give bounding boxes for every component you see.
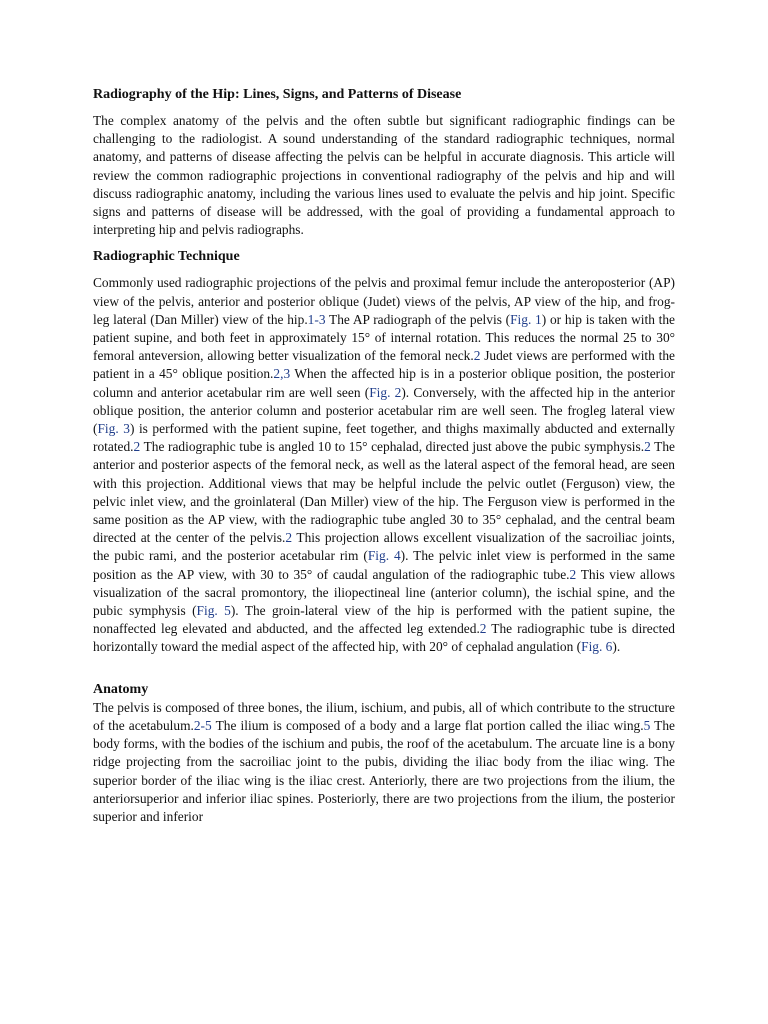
text-run: The pelvis is composed of three bones, the ilium, ischium, and pubis, all of which contribute to the structure of the acetabulum.: [93, 699, 675, 733]
reference-link[interactable]: 2: [285, 530, 293, 546]
reference-link[interactable]: 2: [473, 348, 481, 364]
figure-link[interactable]: Fig. 5: [196, 603, 231, 619]
figure-link[interactable]: Fig. 1: [510, 311, 542, 327]
anatomy-heading: Anatomy: [93, 681, 149, 697]
text-run: This view allows visualization of the sacral promontory, the iliopectineal line (anterior column), the ischial spine, and the pubic symphysis (: [93, 566, 675, 619]
text-run: Judet views are performed with the patient in a 45° oblique position.: [93, 348, 675, 382]
text-run: This projection allows excellent visualization of the sacroiliac joints, the pubic rami, and the posterior acetabular rim (: [93, 530, 675, 564]
reference-link[interactable]: 2-5: [193, 717, 212, 733]
text-run: Commonly used radiographic projections of the pelvis and proximal femur include the anteroposterior (AP) view of the pelvis, anterior and posterior oblique (Judet) views of the pelvis, AP view of the hip, and frog-leg lateral (Dan Miller) view of the hip.: [93, 275, 675, 327]
figure-link[interactable]: Fig. 6: [581, 639, 613, 655]
reference-link[interactable]: 2: [479, 621, 487, 637]
reference-link[interactable]: 5: [643, 717, 651, 733]
reference-link[interactable]: 2: [569, 566, 577, 582]
text-run: ) or hip is taken with the patient supine, and both feet in approximately 15° of internal rotation. This reduces the normal 25 to 30° femoral anteversion, allowing better visualization of the femoral neck.: [93, 311, 676, 364]
text-run: The radiographic tube is directed horizontally toward the medial aspect of the affected hip, with 20° of cephalad angulation (: [93, 621, 675, 655]
reference-link[interactable]: 2,3: [273, 366, 291, 382]
text-run: ) is performed with the patient supine, feet together, and thighs maximally abducted and externally rotated.: [93, 421, 675, 455]
text-run: ). The pelvic inlet view is performed in the same position as the AP view, with 30 to 35° of caudal angulation of the radiographic tube.: [93, 548, 675, 582]
text-run: The body forms, with the bodies of the ischium and pubis, the roof of the acetabulum. The arcuate line is a bony ridge projecting from the sacroiliac joint to the pubis, dividing the iliac body from the iliac wing. The superior border of the iliac wing is the iliac crest. Anteriorly, there are two projections from the ilium, the anteriorsuperior and inferior iliac spines. Posteriorly, there are two projections from the ilium, the posterior superior and inferior: [93, 717, 675, 824]
text-run: ).: [612, 639, 621, 655]
figure-link[interactable]: Fig. 2: [369, 384, 402, 400]
technique-paragraph: [93, 274, 675, 656]
anatomy-paragraph: [93, 699, 675, 826]
article-title: Radiography of the Hip: Lines, Signs, and Patterns of Disease: [93, 87, 462, 102]
reference-link[interactable]: 1-3: [307, 311, 326, 327]
text-run: The radiographic tube is angled 10 to 15° cephalad, directed just above the pubic symphysis.: [140, 439, 645, 455]
technique-heading: Radiographic Technique: [93, 249, 240, 265]
text-run: The anterior and posterior aspects of the femoral neck, as well as the lateral aspect of the femoral head, are seen with this projection. Additional views that may be helpful include the pelvic outlet (Ferguson) view, the pelvic inlet view, and the groinlateral (Dan Miller) view of the hip. The Ferguson view is performed in the same position as the AP view, with the radiographic tube angled 30 to 35° cephalad, and the central beam directed at the center of the pelvis.: [93, 439, 675, 546]
text-run: ). The groin-lateral view of the hip is performed with the patient supine, the nonaffected leg elevated and abducted, and the affected leg extended.: [93, 603, 675, 637]
text-run: When the affected hip is in a posterior oblique position, the posterior column and anterior acetabular rim are well seen (: [93, 366, 675, 400]
intro-paragraph: The complex anatomy of the pelvis and the often subtle but significant radiographic findings can be challenging to the radiologist. A sound understanding of the standard radiographic techniques, normal anatomy, and patterns of disease affecting the pelvis can be helpful in accurate diagnosis. This article will review the common radiographic projections in conventional radiography of the pelvis and hip and will discuss radiographic anatomy, including the various lines used to evaluate the pelvis and hip joint. Specific signs and patterns of disease will be addressed, with the goal of providing a fundamental approach to interpreting hip and pelvis radiographs.: [93, 113, 675, 238]
text-run: The AP radiograph of the pelvis (: [325, 311, 511, 327]
text-run: The ilium is composed of a body and a large flat portion called the iliac wing.: [211, 717, 644, 733]
reference-link[interactable]: 2: [133, 439, 141, 455]
text-run: ). Conversely, with the affected hip in the anterior oblique position, the anterior column and posterior acetabular rim are well seen. The frogleg lateral view (: [93, 384, 675, 437]
figure-link[interactable]: Fig. 3: [97, 421, 130, 437]
reference-link[interactable]: 2: [644, 439, 651, 455]
figure-link[interactable]: Fig. 4: [367, 548, 401, 564]
